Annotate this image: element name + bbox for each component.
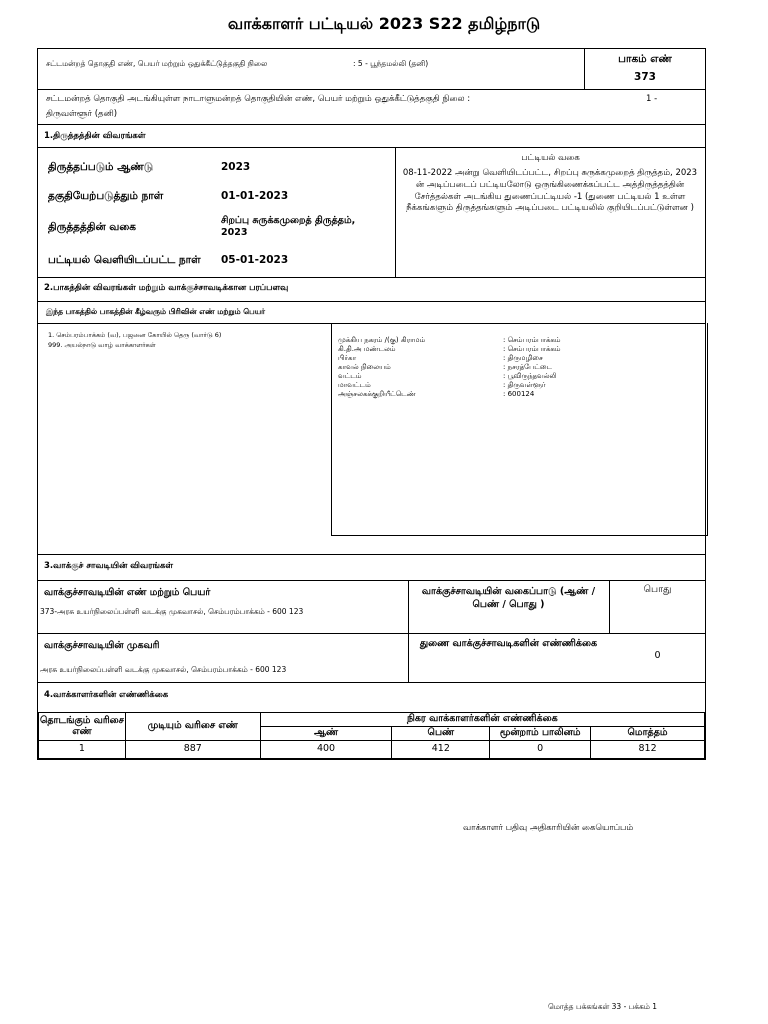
- list-type-title: பட்டியல் வகை: [521, 153, 580, 163]
- parliament-constituency-number: 1 -: [646, 94, 658, 104]
- end-serial-header: முடியும் வரிசை எண்: [125, 713, 260, 741]
- detail-value: : செம்பரம்பாக்கம்: [503, 336, 561, 344]
- area-item: 1. செம்பரம்பாக்கம் (வ), பஜனை கோயில் தெரு (வார்டு 6): [48, 331, 222, 339]
- male-count: 400: [260, 741, 392, 759]
- section-2-subheading: இந்த பாகத்தில் பாகத்தின் கீழ்வரும் பிரிவின் எண் மற்றும் பெயர்: [46, 307, 266, 316]
- third-gender-count: 0: [490, 741, 591, 759]
- detail-label: வட்டம்: [338, 372, 362, 380]
- area-item: 999. அயல்நாடு வாழ் வாக்காளர்கள்: [48, 341, 156, 349]
- part-number-value: 373: [634, 71, 656, 83]
- section-4-heading: 4.வாக்காளர்களின் எண்ணிக்கை: [44, 690, 169, 700]
- station-name-label: வாக்குச்சாவடியின் எண் மற்றும் பெயர்: [44, 587, 211, 598]
- male-header: ஆண்: [260, 727, 392, 741]
- parliament-constituency-name: திருவள்ளூர் (தனி): [46, 109, 118, 119]
- detail-label: பிர்கா: [338, 354, 357, 362]
- detail-value: : 600124: [503, 390, 535, 398]
- assembly-constituency-label: சட்டமன்றத் தொகுதி எண், பெயர் மற்றும் ஒதுக்கீட்டுத்தகுதி நிலை: [46, 59, 268, 68]
- detail-value: : பூவிருந்தவல்லி: [503, 372, 557, 380]
- detail-value: : நசரத்பேட்டை: [503, 363, 553, 371]
- qualifying-date-label: தகுதியேற்படுத்தும் நாள்: [48, 190, 164, 202]
- total-header: மொத்தம்: [591, 727, 705, 741]
- station-address-value: அரசு உயர்நிலைப்பள்ளி வடக்கு முகவாசல், செம்பரம்பாக்கம் - 600 123: [40, 665, 287, 674]
- section-3-heading: 3.வாக்குச் சாவடியின் விவரங்கள்: [44, 561, 174, 571]
- third-gender-header: மூன்றாம் பாலினம்: [490, 727, 591, 741]
- station-address-label: வாக்குச்சாவடியின் முகவரி: [44, 640, 160, 651]
- start-serial-value: 1: [39, 741, 126, 759]
- signature-label: வாக்காளர் பதிவு அதிகாரியின் கையொப்பம்: [463, 823, 634, 833]
- table-row: [39, 741, 705, 759]
- part-number-label: பாகம் எண்: [618, 53, 672, 65]
- detail-label: அஞ்சலகக்குறியீட்டெண்: [338, 390, 416, 398]
- auxiliary-stations-label: துணை வாக்குச்சாவடிகளின் எண்ணிக்கை: [419, 638, 598, 649]
- publication-date-label: பட்டியல் வெளியிடப்பட்ட நாள்: [48, 254, 201, 266]
- list-type-text: 08-11-2022 அன்று வெளியிடப்பட்ட, சிறப்பு சுருக்கமுறைத் திருத்தம், 2023 ன் அடிப்படைப் பட்டியலோடு ஒருங்கிணைக்கப்பட்ட அத்திருத்தத்தின் சேர்த்தல்கள் அடங்கிய துணைப்பட்டியல் -1 (துணை பட்டியல் 1 உள்ள நீக்கங்களும் திருத்தங்களும் அடிப்படை பட்டியலில் குறியிடப்பட்டுள்ளன ): [402, 168, 698, 214]
- section-2-heading: 2.பாகத்தின் விவரங்கள் மற்றும் வாக்குச்சாவடிக்கான பரப்பளவு: [44, 283, 289, 293]
- detail-value: : திருவள்ளூர்: [503, 381, 546, 389]
- female-count: 412: [392, 741, 490, 759]
- station-name-value: 373-அரசு உயர்நிலைப்பள்ளி வடக்கு முகவாசல், செம்பரம்பாக்கம் - 600 123: [40, 607, 304, 616]
- revision-type-label: திருத்தத்தின் வகை: [48, 221, 136, 233]
- revision-year-value: 2023: [221, 161, 251, 173]
- station-type-label: வாக்குச்சாவடியின் வகைப்பாடு (ஆண் / பெண் / பொது ): [421, 586, 596, 610]
- detail-value: : திருமழிசை: [503, 354, 543, 362]
- revision-type-value: சிறப்பு சுருக்கமுறைத் திருத்தம், 2023: [221, 215, 356, 238]
- total-count: 812: [591, 741, 705, 759]
- publication-date-value: 05-01-2023: [221, 254, 289, 266]
- page-footer: மொத்த பக்கங்கள் 33 - பக்கம் 1: [548, 1002, 658, 1011]
- net-voters-header: நிகர வாக்காளர்களின் எண்ணிக்கை: [260, 713, 704, 727]
- assembly-constituency-value: : 5 - பூந்தமல்லி (தனி): [353, 59, 429, 68]
- parliament-constituency-label: சட்டமன்றத் தொகுதி அடங்கியுள்ள நாடாளுமன்றத் தொகுதியின் எண், பெயர் மற்றும் ஒதுக்கீட்டுத்தகுதி நிலை :: [46, 94, 471, 104]
- qualifying-date-value: 01-01-2023: [221, 190, 289, 202]
- detail-label: காவல் நிலையம்: [338, 363, 391, 371]
- end-serial-value: 887: [125, 741, 260, 759]
- auxiliary-stations-value: 0: [654, 650, 661, 661]
- station-type-value: பொது: [643, 584, 672, 595]
- female-header: பெண்: [392, 727, 490, 741]
- voter-count-table: [38, 712, 705, 759]
- detail-label: கி.தி.அ மண்டலம்: [338, 345, 396, 353]
- section-1-heading: 1.திருத்தத்தின் விவரங்கள்: [44, 131, 146, 141]
- area-list: [48, 330, 221, 350]
- electoral-roll-cover-form: [37, 48, 706, 760]
- detail-label: முக்கிய நகரம் /(கு) கிராமம்: [338, 336, 426, 344]
- detail-label: மாவட்டம்: [338, 381, 371, 389]
- page-title: வாக்காளர் பட்டியல் 2023 S22 தமிழ்நாடு: [227, 14, 541, 33]
- revision-year-label: திருத்தப்படும் ஆண்டு: [48, 161, 154, 173]
- detail-value: : செம்பரம்பாக்கம்: [503, 345, 561, 353]
- start-serial-header: தொடங்கும் வரிசை எண்: [39, 713, 126, 741]
